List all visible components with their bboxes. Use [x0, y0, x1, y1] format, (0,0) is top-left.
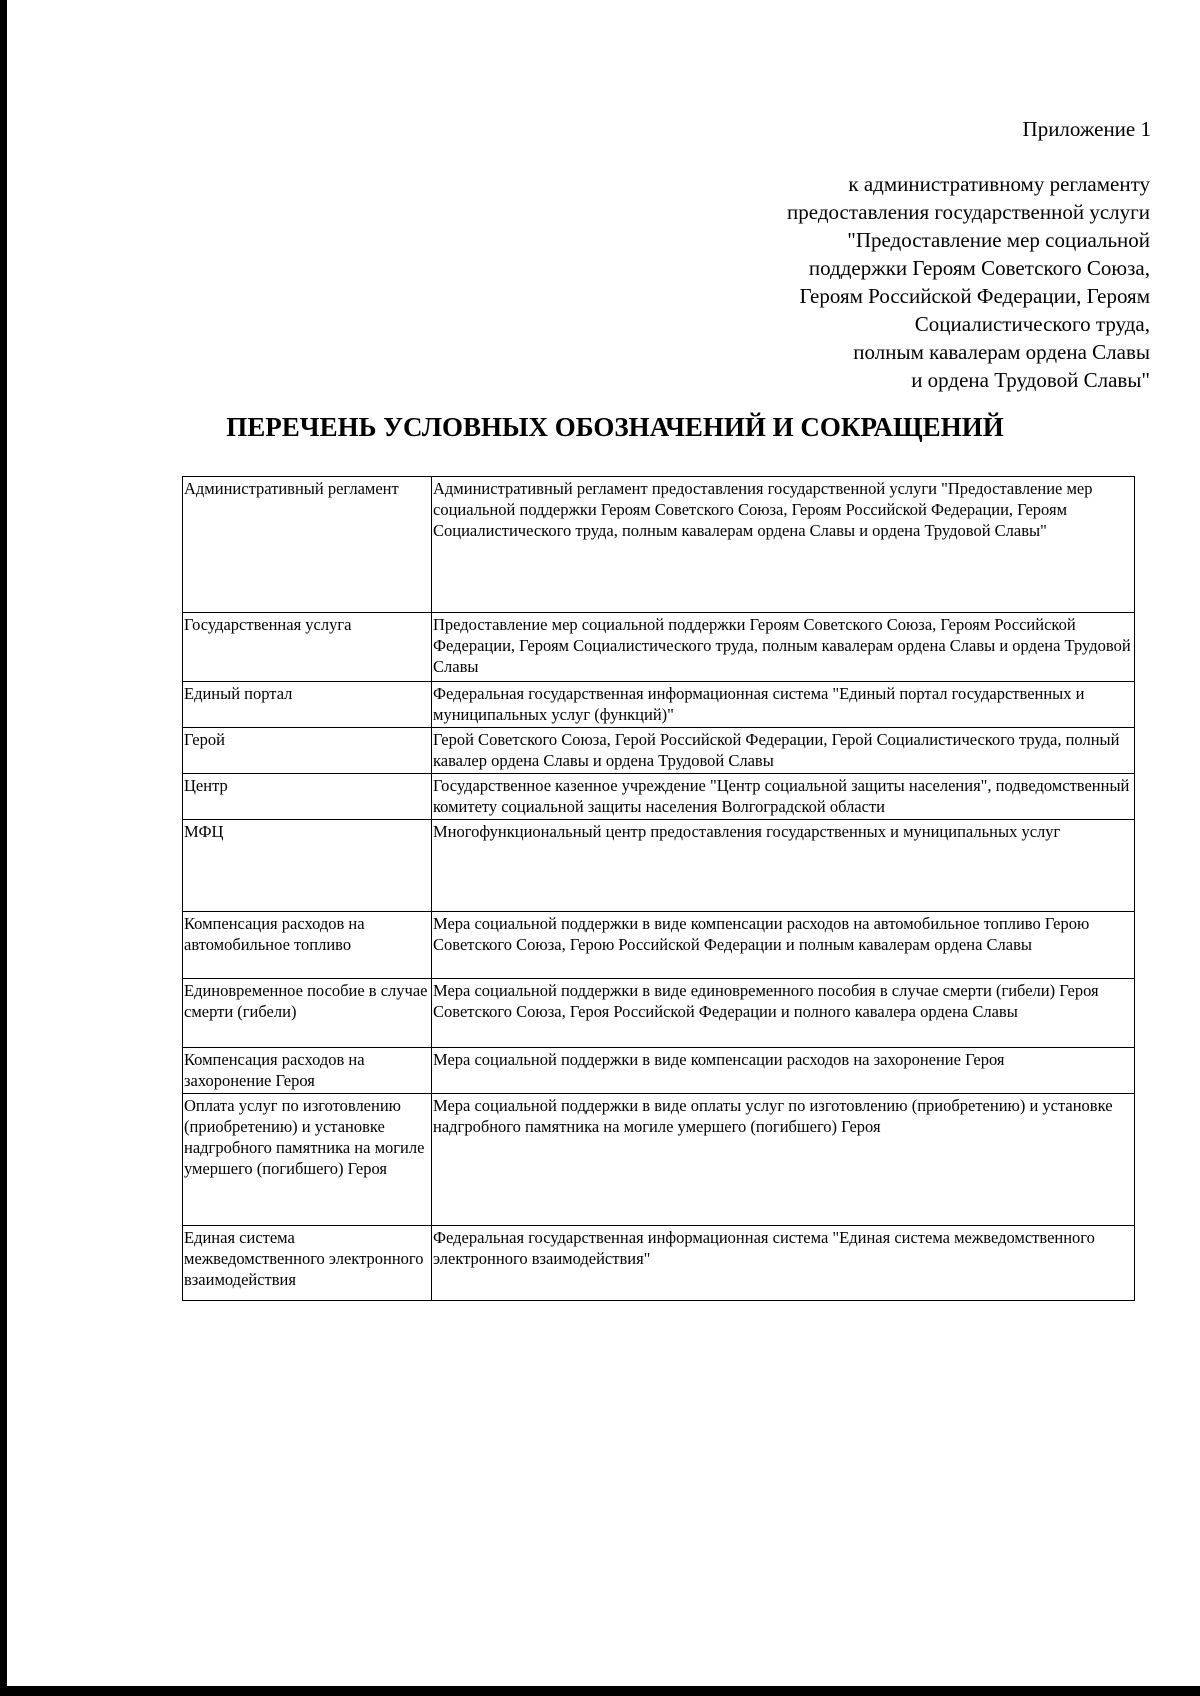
table-row — [183, 1094, 1135, 1226]
table-row — [183, 728, 1135, 774]
appendix-reference — [630, 170, 1150, 394]
definition-cell: Федеральная государственная информационная система "Единый портал государственных и муниципальных услуг (функций)" — [432, 682, 1135, 728]
term-cell: Оплата услуг по изготовлению (приобретению) и установке надгробного памятника на могиле умершего (погибшего) Героя — [183, 1094, 432, 1226]
term-cell: Административный регламент — [183, 477, 432, 613]
term-cell: Герой — [183, 728, 432, 774]
definition-cell: Административный регламент предоставления государственной услуги "Предоставление мер социальной поддержки Героям Советского Союза, Героям Российской Федерации, Героям Социалистического труда, полным кавалерам ордена Славы и ордена Трудовой Славы" — [432, 477, 1135, 613]
table-row — [183, 774, 1135, 820]
definition-cell: Предоставление мер социальной поддержки Героям Советского Союза, Героям Российской Федерации, Героям Социалистического труда, полным кавалерам ордена Славы и ордена Трудовой Славы — [432, 613, 1135, 682]
definition-cell: Мера социальной поддержки в виде единовременного пособия в случае смерти (гибели) Героя Советского Союза, Героя Российской Федерации и полного кавалера ордена Славы — [432, 979, 1135, 1048]
definition-cell: Мера социальной поддержки в виде компенсации расходов на автомобильное топливо Герою Советского Союза, Герою Российской Федерации и полным кавалерам ордена Славы — [432, 912, 1135, 979]
definition-cell: Государственное казенное учреждение "Центр социальной защиты населения", подведомственный комитету социальной защиты населения Волгоградской области — [432, 774, 1135, 820]
term-cell: Государственная услуга — [183, 613, 432, 682]
term-cell: Единовременное пособие в случае смерти (гибели) — [183, 979, 432, 1048]
term-cell: Единый портал — [183, 682, 432, 728]
definition-cell: Многофункциональный центр предоставления государственных и муниципальных услуг — [432, 820, 1135, 912]
scan-bottom-border — [0, 1686, 1200, 1696]
term-cell: Центр — [183, 774, 432, 820]
table-row — [183, 477, 1135, 613]
definition-cell: Федеральная государственная информационная система "Единая система межведомственного электронного взаимодействия" — [432, 1226, 1135, 1301]
document-title: ПЕРЕЧЕНЬ УСЛОВНЫХ ОБОЗНАЧЕНИЙ И СОКРАЩЕНИЙ — [226, 412, 1004, 442]
scan-left-border — [0, 0, 7, 1690]
term-cell: Компенсация расходов на захоронение Героя — [183, 1048, 432, 1094]
definition-cell: Герой Советского Союза, Герой Российской Федерации, Герой Социалистического труда, полный кавалер ордена Славы и ордена Трудовой Славы — [432, 728, 1135, 774]
appendix-line: к административному регламенту — [848, 172, 1150, 196]
table-row — [183, 1226, 1135, 1301]
table-row — [183, 1048, 1135, 1094]
term-cell: МФЦ — [183, 820, 432, 912]
table-row — [183, 912, 1135, 979]
table-row — [183, 820, 1135, 912]
definition-cell: Мера социальной поддержки в виде оплаты услуг по изготовлению (приобретению) и установке надгробного памятника на могиле умершего (погибшего) Героя — [432, 1094, 1135, 1226]
appendix-line: поддержки Героям Советского Союза, — [808, 256, 1150, 280]
appendix-line: Героям Российской Федерации, Героям — [799, 284, 1150, 308]
appendix-line: полным кавалерам ордена Славы — [853, 340, 1150, 364]
definition-cell: Мера социальной поддержки в виде компенсации расходов на захоронение Героя — [432, 1048, 1135, 1094]
term-cell: Компенсация расходов на автомобильное топливо — [183, 912, 432, 979]
appendix-line: Социалистического труда, — [914, 312, 1150, 336]
table-row — [183, 979, 1135, 1048]
appendix-line: и ордена Трудовой Славы" — [911, 368, 1150, 392]
abbreviations-table — [182, 476, 1135, 1301]
appendix-line: "Предоставление мер социальной — [847, 228, 1150, 252]
term-cell: Единая система межведомственного электронного взаимодействия — [183, 1226, 432, 1301]
appendix-number: Приложение 1 — [1022, 117, 1151, 141]
appendix-line: предоставления государственной услуги — [787, 200, 1150, 224]
table-row — [183, 613, 1135, 682]
table-row — [183, 682, 1135, 728]
